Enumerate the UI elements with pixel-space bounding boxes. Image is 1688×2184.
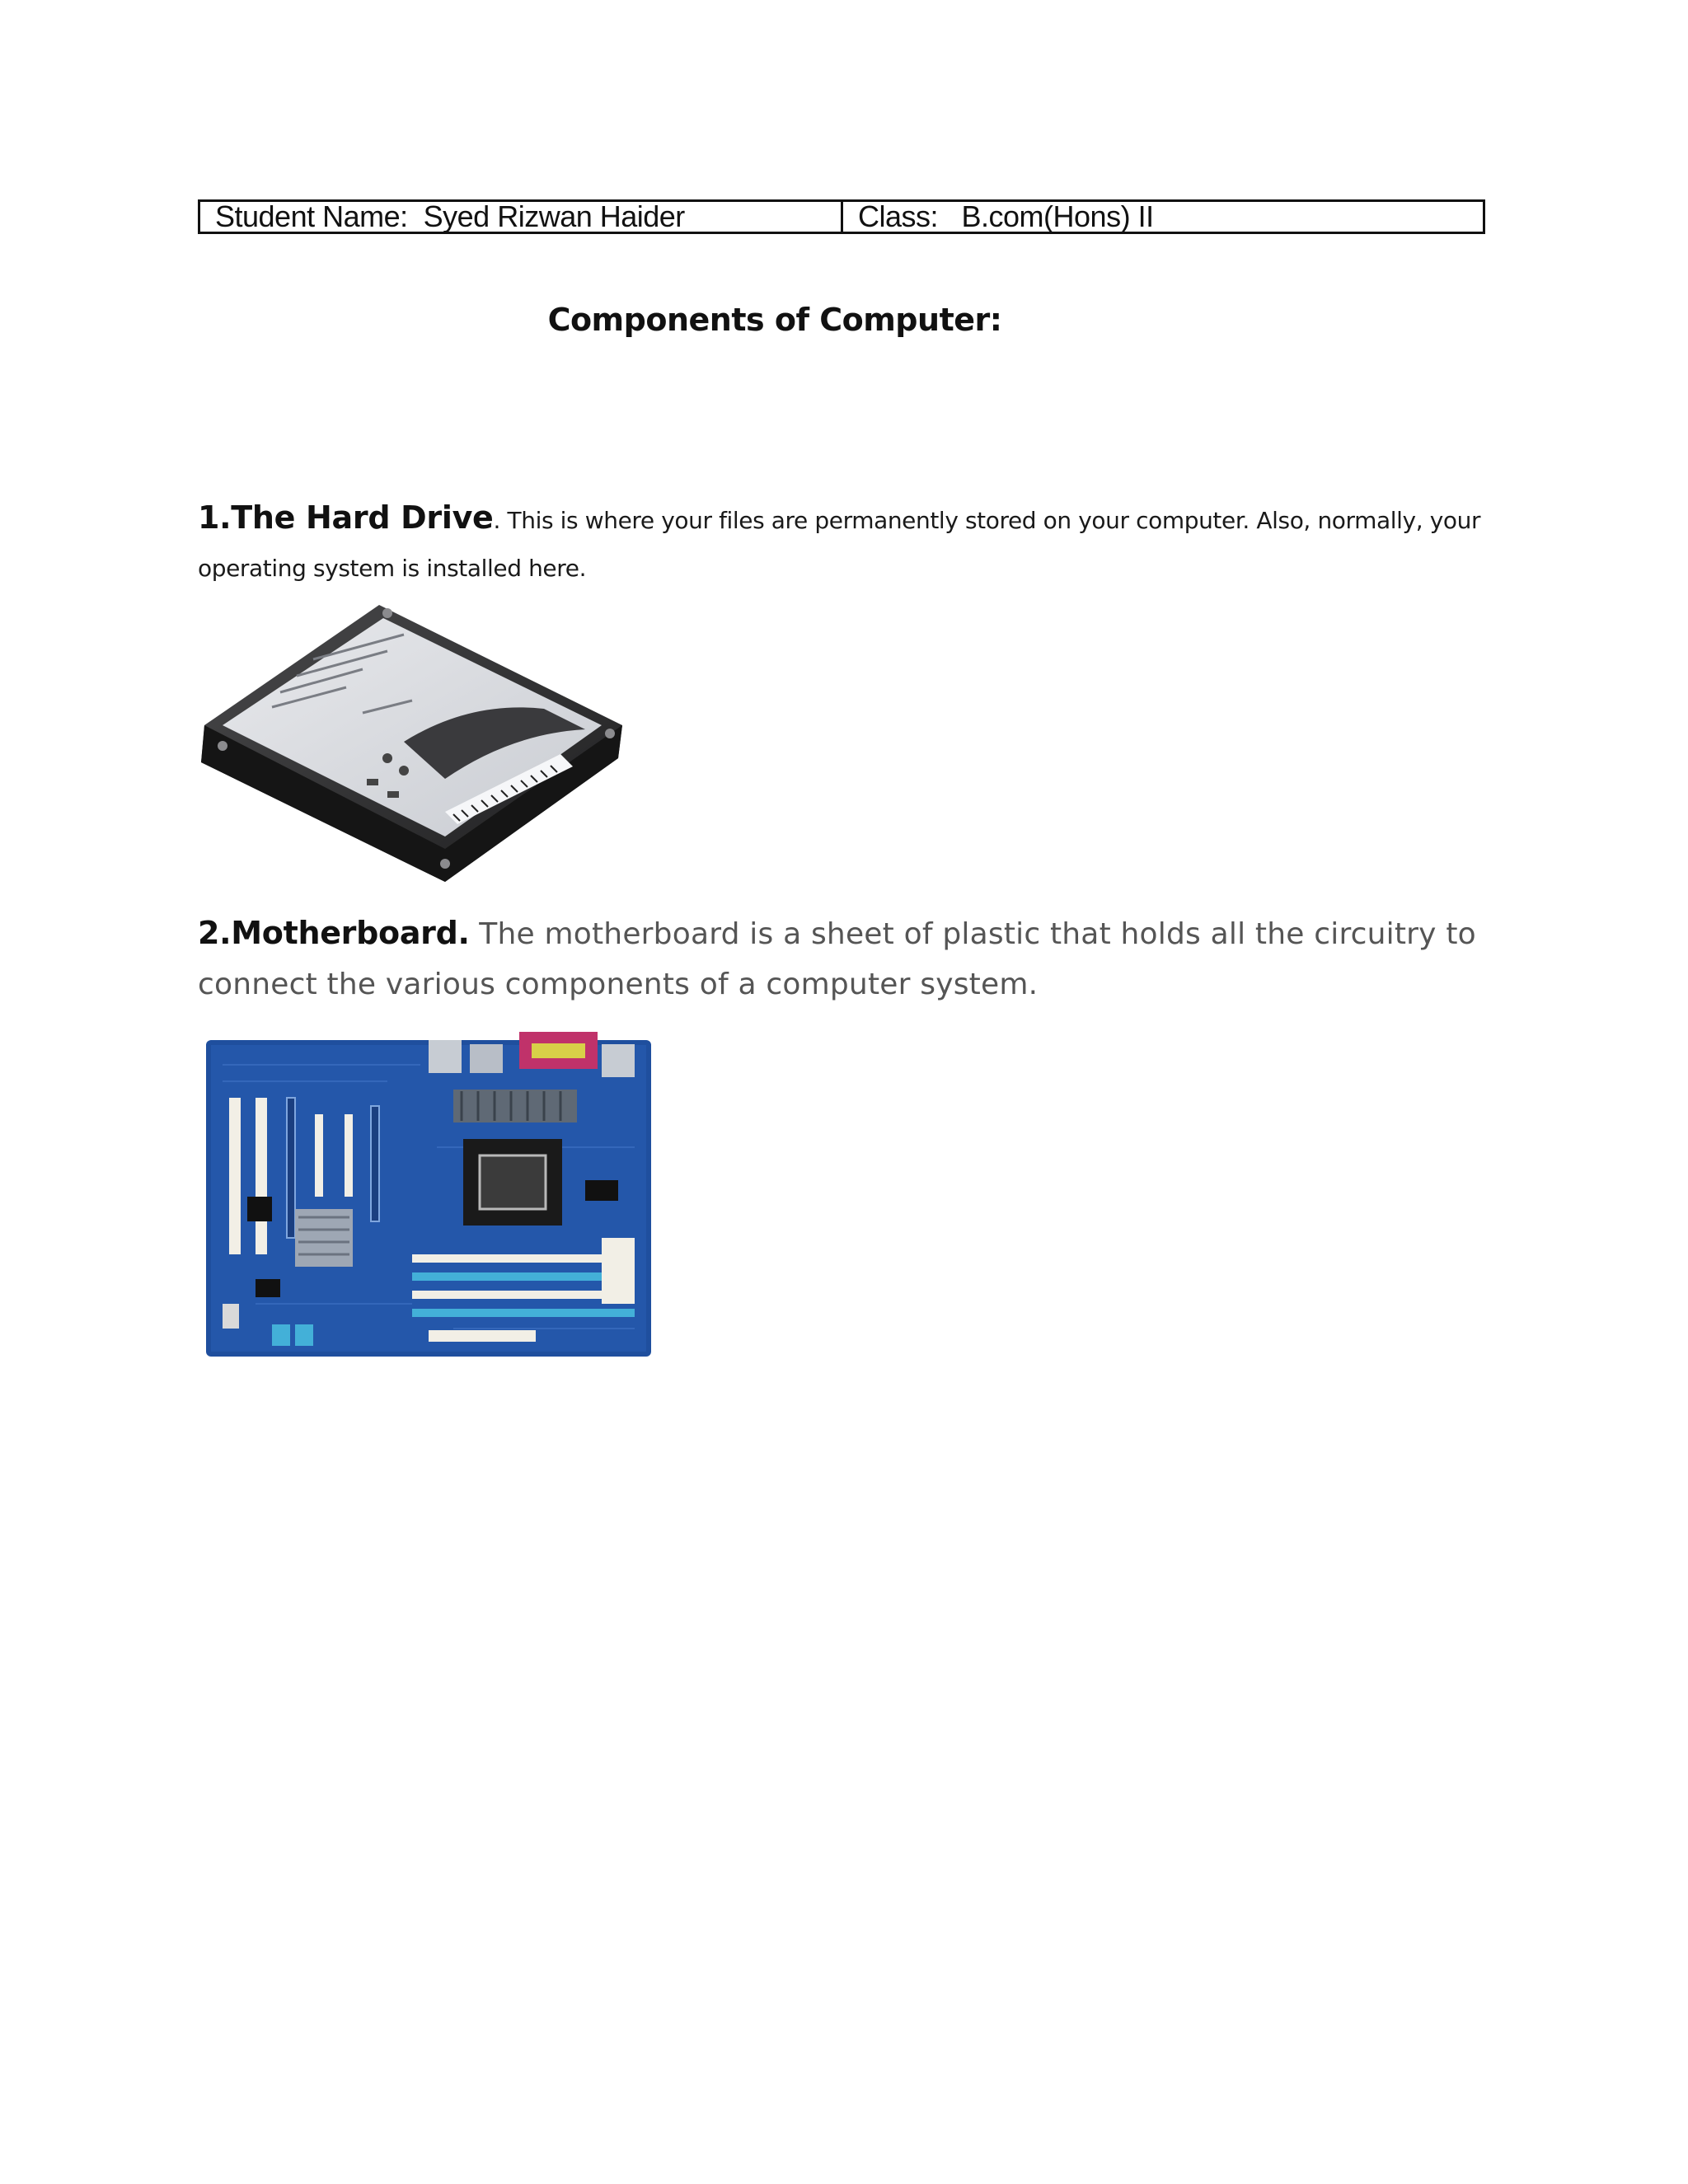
mb-io-port (602, 1044, 635, 1077)
section-motherboard-heading: 2.Motherboard. (198, 915, 470, 951)
document-title: Components of Computer: (547, 302, 1002, 338)
section-hard-drive-text-1: . This is where your files are permanently stored on your computer. Also, normally, your (493, 507, 1481, 534)
motherboard-image (206, 1032, 651, 1357)
section-motherboard-text-2: connect the various components of a computer system. (198, 968, 1039, 1001)
mb-sata-port (295, 1324, 313, 1346)
section-hard-drive (198, 494, 1500, 589)
mb-ide-connector (429, 1330, 536, 1342)
student-name-cell: Student Name: Syed Rizwan Haider (200, 202, 843, 232)
mb-io-port (429, 1040, 462, 1073)
mb-pci-slot (229, 1098, 241, 1254)
mb-pci-slot (256, 1098, 267, 1254)
mb-vrm-heatsink (453, 1090, 577, 1122)
section-hard-drive-line1 (198, 494, 1500, 548)
mb-pcie-slot (345, 1114, 353, 1197)
mb-pcie-slot (287, 1098, 295, 1238)
section-motherboard-line1 (198, 910, 1500, 963)
hard-drive-image (198, 602, 628, 886)
section-hard-drive-heading: 1.The Hard Drive (198, 499, 494, 536)
section-motherboard (198, 910, 1500, 1006)
student-info-table (198, 199, 1485, 234)
mb-pcie-slot (371, 1106, 379, 1221)
mb-pcie-slot (315, 1114, 323, 1197)
mb-sata-port (272, 1324, 290, 1346)
section-motherboard-text-1: The motherboard is a sheet of plastic that holds all the circuitry to (469, 917, 1476, 951)
class-cell: Class: B.com(Hons) II (858, 199, 1154, 233)
mb-io-port (470, 1044, 503, 1073)
section-hard-drive-text-2: operating system is installed here. (198, 555, 587, 582)
